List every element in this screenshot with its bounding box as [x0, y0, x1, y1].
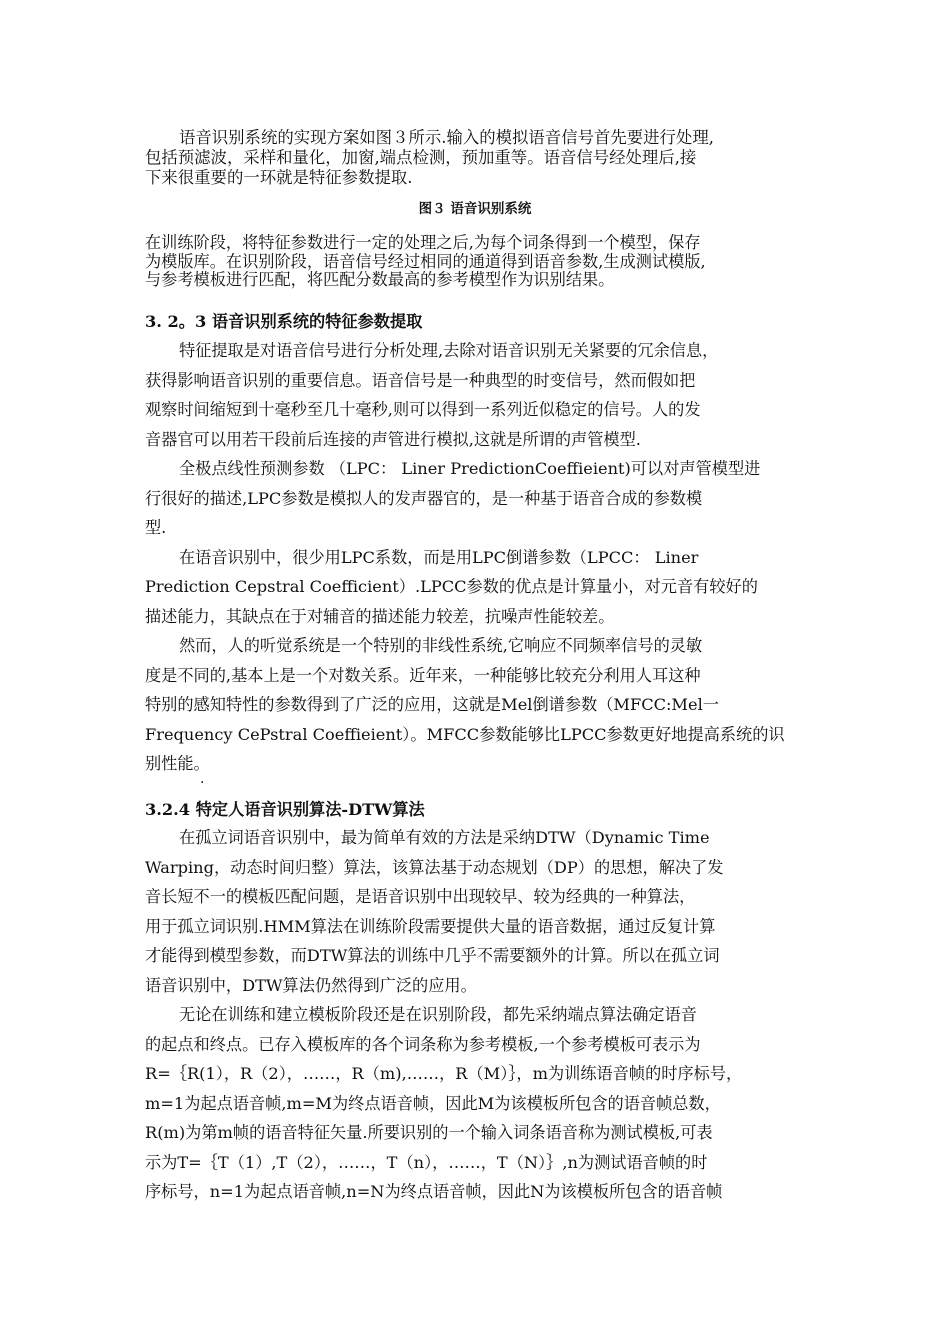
paragraph-line: Frequency CePstral Coeffieient）。MFCC参数能够比LPCC参数更好地提高系统的识 — [145, 724, 785, 744]
paragraph-line: R(m)为第m帧的语音特征矢量.所要识别的一个输入词条语音称为测试模板,可表 — [145, 1123, 713, 1142]
paragraph-line: 描述能力，其缺点在于对辅音的描述能力较差，抗噪声性能较差。 — [145, 606, 615, 626]
section-heading: 3. 2。3 语音识别系统的特征参数提取 — [145, 312, 423, 331]
paragraph-line: 全极点线性预测参数 （LPC： Liner PredictionCoeffieient)可以对声管模型进 — [179, 459, 761, 478]
paragraph-line: 示为T=｛T（1）,T（2），……，T（n），……，T（N）｝,n为测试语音帧的时 — [145, 1152, 708, 1172]
paragraph-line: 序标号，n=1为起点语音帧,n=N为终点语音帧，因此N为该模板所包含的语音帧 — [145, 1182, 723, 1201]
paragraph-line: 音器官可以用若干段前后连接的声管进行模拟,这就是所谓的声管模型. — [145, 429, 641, 449]
section-body — [145, 336, 815, 779]
paragraph-line: 语音识别中，DTW算法仍然得到广泛的应用。 — [145, 975, 477, 995]
section-body — [145, 823, 815, 1207]
paragraph-line: 在孤立词语音识别中，最为简单有效的方法是采纳DTW（Dynamic Time — [179, 828, 710, 847]
paragraph-line: 特征提取是对语音信号进行分析处理,去除对语音识别无关紧要的冗余信息， — [179, 341, 719, 360]
paragraph-line: R=｛R(1），R（2），……，R（m),……，R（M）｝，m为训练语音帧的时序标号， — [145, 1064, 743, 1083]
paragraph-line: 行很好的描述,LPC参数是模拟人的发声器官的，是一种基于语音合成的参数模 — [145, 488, 703, 508]
figure-caption: 图３ 语音识别系统 — [418, 201, 532, 217]
paragraph-line: 获得影响语音识别的重要信息。语音信号是一种典型的时变信号，然而假如把 — [145, 370, 696, 390]
paragraph-line: Warping，动态时间归整）算法，该算法基于动态规划（DP）的思想，解决了发 — [145, 857, 724, 877]
paragraph-line: m=1为起点语音帧,m=M为终点语音帧，因此M为该模板所包含的语音帧总数， — [145, 1093, 721, 1113]
paragraph-line: 然而，人的听觉系统是一个特别的非线性系统,它响应不同频率信号的灵敏 — [179, 636, 703, 655]
paragraph-line: 别性能。 — [145, 754, 210, 773]
paragraph-line: 型. — [145, 518, 167, 537]
paragraph-line: 观察时间缩短到十毫秒至几十毫秒,则可以得到一系列近似稳定的信号。人的发 — [145, 400, 701, 419]
intro-paragraph — [145, 128, 815, 188]
paragraph-line: 语音识别系统的实现方案如图３所示.输入的模拟语音信号首先要进行处理, — [179, 128, 714, 147]
paragraph-line: 下来很重要的一环就是特征参数提取. — [145, 168, 413, 187]
paragraph-line: 与参考模板进行匹配，将匹配分数最高的参考模型作为识别结果。 — [145, 270, 615, 289]
stray-dot: . — [200, 771, 205, 787]
paragraph-line: 才能得到模型参数，而DTW算法的训练中几乎不需要额外的计算。所以在孤立词 — [145, 946, 720, 965]
paragraph-line: 的起点和终点。已存入模板库的各个词条称为参考模板,一个参考模板可表示为 — [145, 1034, 701, 1054]
paragraph-line: 无论在训练和建立模板阶段还是在识别阶段，都先采纳端点算法确定语音 — [179, 1005, 697, 1024]
paragraph-line: 用于孤立词识别.HMM算法在训练阶段需要提供大量的语音数据，通过反复计算 — [145, 916, 716, 936]
paragraph-line: 包括预滤波，采样和量化，加窗,端点检测，预加重等。语音信号经处理后,接 — [145, 148, 697, 167]
paragraph-line: 为模版库。在识别阶段，语音信号经过相同的通道得到语音参数,生成测试模版, — [145, 251, 706, 271]
paragraph-line: 音长短不一的模板匹配问题，是语音识别中出现较早、较为经典的一种算法， — [145, 887, 696, 906]
paragraph-line: Prediction Cepstral Coefficient）.LPCC参数的优点是计算量小，对元音有较好的 — [145, 577, 758, 596]
paragraph-line: 在训练阶段，将特征参数进行一定的处理之后,为每个词条得到一个模型，保存 — [145, 233, 701, 252]
paragraph-line: 特别的感知特性的参数得到了广泛的应用，这就是Mel倒谱参数（MFCC:Mel一 — [145, 695, 719, 714]
paragraph-line: 度是不同的,基本上是一个对数关系。近年来，一种能够比较充分利用人耳这种 — [145, 665, 701, 685]
training-paragraph — [145, 234, 815, 290]
paragraph-line: 在语音识别中，很少用LPC系数，而是用LPC倒谱参数（LPCC： Liner — [179, 547, 699, 567]
section-heading: 3.2.4 特定人语音识别算法-DTW算法 — [145, 800, 425, 819]
